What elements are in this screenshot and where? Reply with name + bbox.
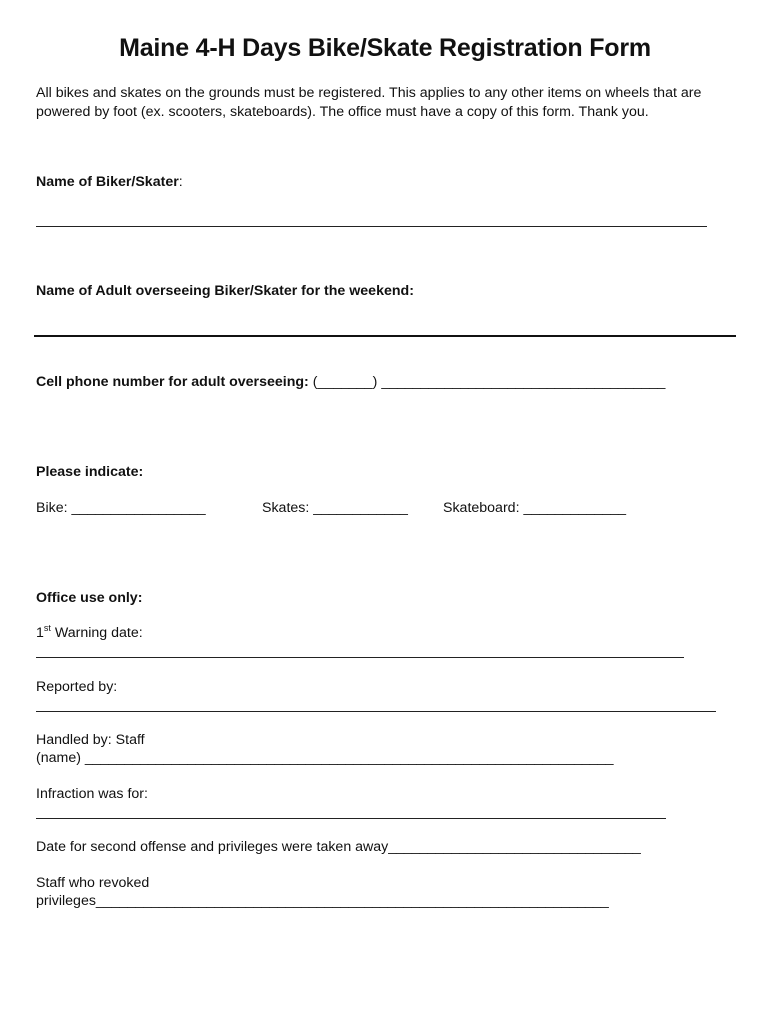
first-warning-ordinal: st (43, 623, 51, 633)
reported-by-field[interactable] (36, 711, 716, 712)
second-offense-field[interactable]: Date for second offense and privileges were taken away________________________________ (36, 839, 641, 855)
first-warning-number: 1 (36, 625, 44, 641)
handled-by-name-field[interactable]: (name) ___________________________________________________________________ (36, 750, 614, 766)
adult-name-field[interactable] (34, 335, 736, 337)
staff-revoked-field[interactable]: privileges_________________________________________________________________ (36, 893, 609, 909)
phone-label: Cell phone number for adult overseeing: (36, 374, 309, 390)
form-title: Maine 4-H Days Bike/Skate Registration Form (119, 34, 651, 62)
phone-area-code-field[interactable]: (_______) (312, 374, 378, 390)
office-use-heading: Office use only: (36, 590, 143, 606)
biker-name-label (36, 174, 183, 190)
biker-name-colon: : (178, 174, 183, 190)
reported-by-label: Reported by: (36, 679, 118, 695)
staff-revoked-label: Staff who revoked (36, 875, 150, 891)
adult-name-label: Name of Adult overseeing Biker/Skater for the weekend: (36, 283, 414, 299)
skateboard-field[interactable]: Skateboard: _____________ (443, 500, 627, 516)
infraction-label: Infraction was for: (36, 786, 148, 802)
biker-name-field[interactable] (36, 226, 707, 227)
first-warning-label (36, 625, 143, 641)
handled-by-label: Handled by: Staff (36, 732, 145, 748)
phone-number-field[interactable]: ____________________________________ (381, 374, 666, 390)
phone-row (36, 374, 665, 390)
infraction-field[interactable] (36, 818, 666, 819)
skates-field[interactable]: Skates: ____________ (262, 500, 408, 516)
bike-field[interactable]: Bike: _________________ (36, 500, 206, 516)
first-warning-text: Warning date: (50, 625, 143, 641)
indicate-heading: Please indicate: (36, 464, 144, 480)
first-warning-field[interactable] (36, 657, 684, 658)
intro-paragraph: All bikes and skates on the grounds must be registered. This applies to any other items on wheels that are powered by foot (ex. scooters, skateboards). The office must have a copy of this form. Thank you. (36, 85, 702, 120)
biker-name-label-text: Name of Biker/Skater (36, 174, 179, 190)
